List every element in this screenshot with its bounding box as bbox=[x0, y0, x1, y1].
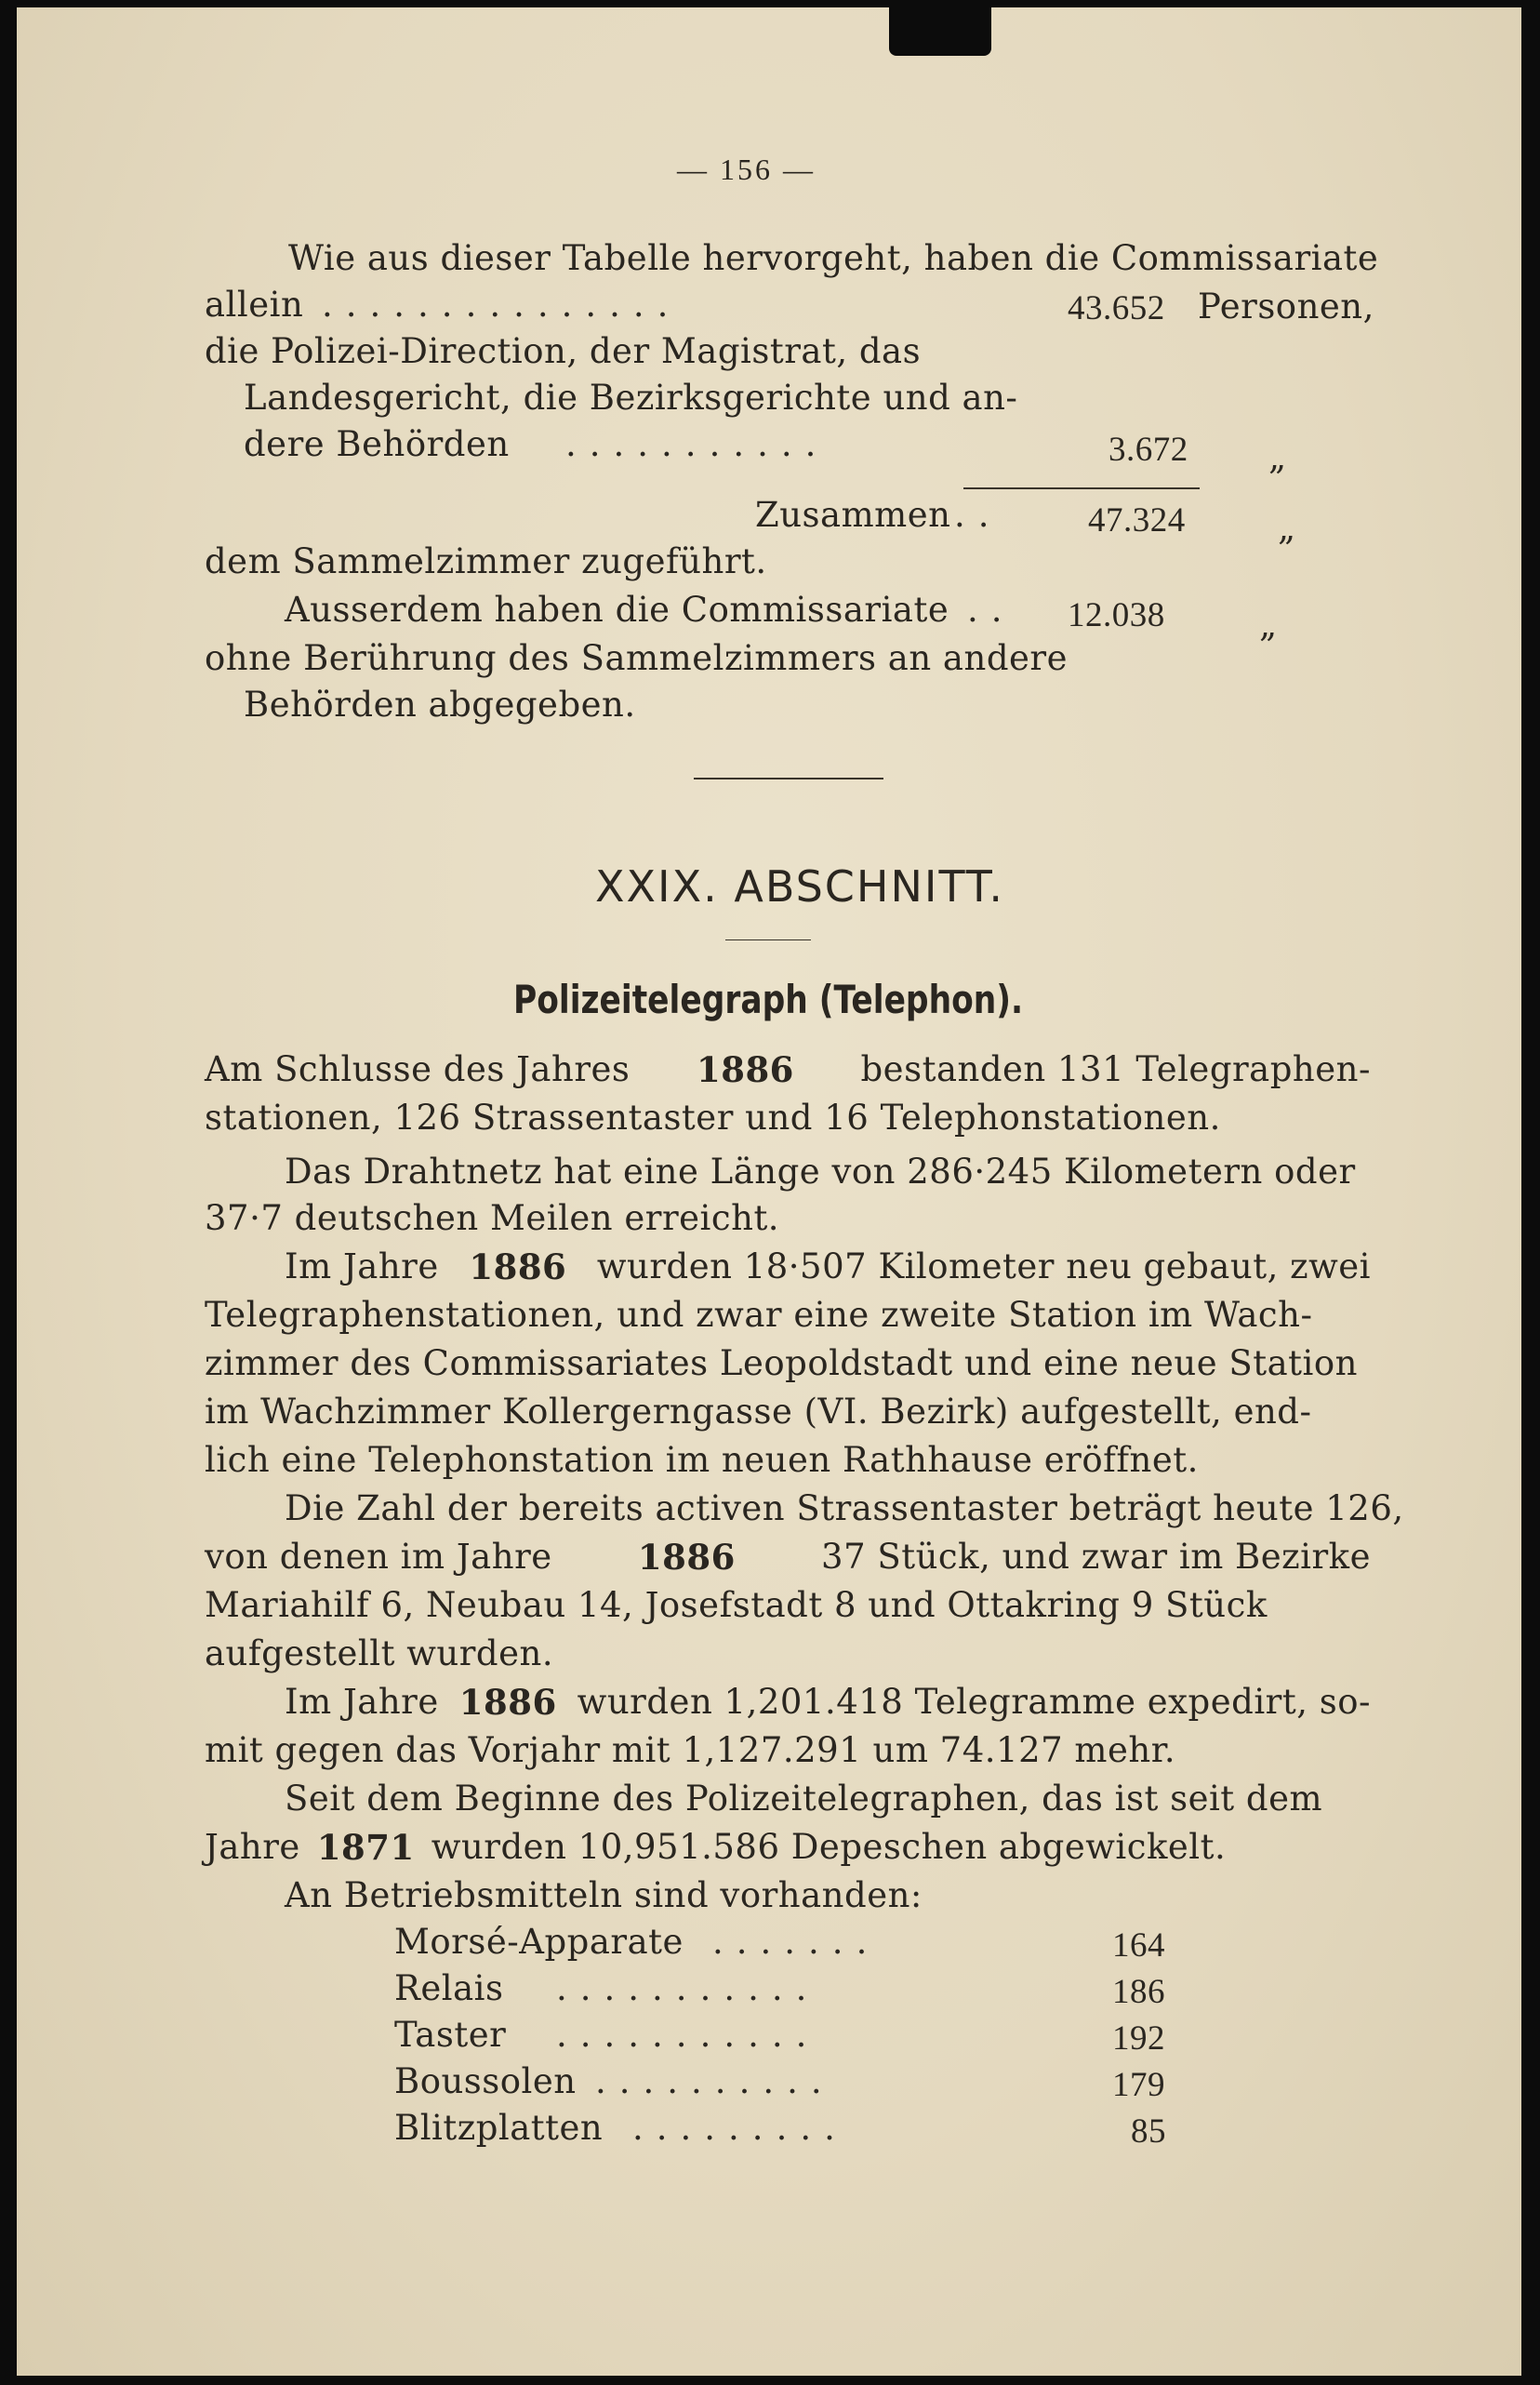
p3-text-a: Im Jahre bbox=[285, 1246, 439, 1286]
p1-year: 1886 bbox=[696, 1049, 794, 1090]
section-divider bbox=[694, 778, 883, 779]
other-line-2: Landesgericht, die Bezirksgerichte und an- bbox=[244, 378, 1018, 418]
p6-line-1: Seit dem Beginne des Polizeitelegraphen, das ist seit dem bbox=[285, 1779, 1323, 1819]
p1-text-b: bestanden 131 Telegraphen- bbox=[860, 1049, 1371, 1089]
page-number: — 156 — bbox=[677, 153, 816, 186]
allein-label: allein bbox=[205, 285, 304, 325]
p2-line-2: 37·7 deutschen Meilen erreicht. bbox=[205, 1198, 780, 1238]
p3-year: 1886 bbox=[469, 1246, 567, 1287]
equipment-name: Taster bbox=[394, 2015, 507, 2055]
other-unit: „ bbox=[1268, 437, 1287, 477]
sum-label: Zusammen bbox=[755, 495, 951, 535]
allein-unit: Personen, bbox=[1198, 286, 1374, 326]
p3-line-4: im Wachzimmer Kollergerngasse (VI. Bezirk) aufgestellt, end- bbox=[205, 1392, 1312, 1432]
equipment-count: 186 bbox=[1112, 1973, 1165, 2011]
p4-line-4: aufgestellt wurden. bbox=[205, 1633, 554, 1673]
p3-line-2: Telegraphenstationen, und zwar eine zweite Station im Wach- bbox=[205, 1295, 1313, 1335]
equipment-name: Boussolen bbox=[394, 2061, 577, 2101]
intro-line-1: Wie aus dieser Tabelle hervorgeht, haben die Commissariate bbox=[288, 238, 1379, 278]
p1-line-2: stationen, 126 Strassentaster und 16 Telephonstationen. bbox=[205, 1098, 1221, 1138]
p4-year: 1886 bbox=[637, 1537, 736, 1578]
ausserdem-value: 12.038 bbox=[1068, 596, 1165, 634]
p4-line-1: Die Zahl der bereits activen Strassentaster beträgt heute 126, bbox=[285, 1488, 1404, 1528]
p3-line-5: lich eine Telephonstation im neuen Rathhause eröffnet. bbox=[205, 1440, 1199, 1480]
p7-line-1: An Betriebsmitteln sind vorhanden: bbox=[285, 1875, 923, 1915]
leader-dots: ........... bbox=[556, 1968, 820, 2008]
p6-text-a: Jahre bbox=[205, 1827, 300, 1867]
p2-line-1: Das Drahtnetz hat eine Länge von 286·245 Kilometern oder bbox=[285, 1152, 1356, 1192]
leader-dots: .. bbox=[967, 590, 1016, 630]
title-rule bbox=[725, 939, 811, 940]
behoerden-line: Behörden abgegeben. bbox=[244, 685, 636, 725]
ausserdem-unit: „ bbox=[1259, 605, 1278, 645]
ausserdem-label: Ausserdem haben die Commissariate bbox=[285, 590, 949, 630]
other-value: 3.672 bbox=[1109, 431, 1188, 469]
sum-value: 47.324 bbox=[1088, 501, 1186, 540]
p4-text-a: von denen im Jahre bbox=[205, 1537, 552, 1577]
equipment-count: 85 bbox=[1131, 2112, 1166, 2151]
allein-value: 43.652 bbox=[1068, 289, 1165, 327]
p1-text-a: Am Schlusse des Jahres bbox=[205, 1049, 631, 1089]
leader-dots: ....... bbox=[712, 1922, 881, 1962]
leader-dots: .......... bbox=[595, 2061, 835, 2101]
p4-text-b: 37 Stück, und zwar im Bezirke bbox=[821, 1537, 1371, 1577]
sammelzimmer-line: dem Sammelzimmer zugeführt. bbox=[205, 541, 767, 581]
leader-dots: .. bbox=[954, 495, 1002, 535]
leader-dots: ........... bbox=[565, 424, 830, 464]
p1-line-1 bbox=[205, 1049, 1371, 1090]
equipment-name: Relais bbox=[394, 1968, 504, 2008]
scan-clip bbox=[889, 7, 991, 56]
p3-text-b: wurden 18·507 Kilometer neu gebaut, zwei bbox=[596, 1246, 1371, 1286]
p3-line-1 bbox=[285, 1246, 1371, 1287]
equipment-count: 192 bbox=[1112, 2019, 1165, 2058]
p4-line-2 bbox=[205, 1537, 1371, 1578]
p5-line-2: mit gegen das Vorjahr mit 1,127.291 um 74.127 mehr. bbox=[205, 1730, 1176, 1770]
leader-dots: ......... bbox=[632, 2108, 848, 2148]
equipment-name: Blitzplatten bbox=[394, 2108, 604, 2148]
sum-unit: „ bbox=[1278, 508, 1296, 548]
sum-rule bbox=[963, 487, 1200, 489]
section-title: XXIX. ABSCHNITT. bbox=[595, 861, 1005, 912]
p6-line-2 bbox=[205, 1827, 1226, 1868]
equipment-count: 164 bbox=[1112, 1926, 1165, 1965]
p5-line-1 bbox=[285, 1682, 1371, 1723]
p6-year: 1871 bbox=[316, 1827, 415, 1868]
p5-year: 1886 bbox=[458, 1682, 557, 1723]
p6-text-b: wurden 10,951.586 Depeschen abgewickelt. bbox=[431, 1827, 1227, 1867]
leader-dots: ........... bbox=[556, 2015, 820, 2055]
p4-line-3: Mariahilf 6, Neubau 14, Josefstadt 8 und Ottakring 9 Stück bbox=[205, 1585, 1268, 1625]
equipment-name: Morsé-Apparate bbox=[394, 1922, 684, 1962]
p3-line-3: zimmer des Commissariates Leopoldstadt und eine neue Station bbox=[205, 1343, 1358, 1383]
leader-dots: ............... bbox=[322, 285, 682, 325]
p5-text-b: wurden 1,201.418 Telegramme expedirt, so- bbox=[577, 1682, 1371, 1722]
other-line-3: dere Behörden bbox=[244, 424, 510, 464]
section-subtitle: Polizeitelegraph (Telephon). bbox=[513, 977, 1024, 1022]
equipment-count: 179 bbox=[1112, 2066, 1165, 2104]
ohne-line: ohne Berührung des Sammelzimmers an andere bbox=[205, 638, 1068, 678]
other-line-1: die Polizei-Direction, der Magistrat, das bbox=[205, 331, 922, 371]
p5-text-a: Im Jahre bbox=[285, 1682, 439, 1722]
